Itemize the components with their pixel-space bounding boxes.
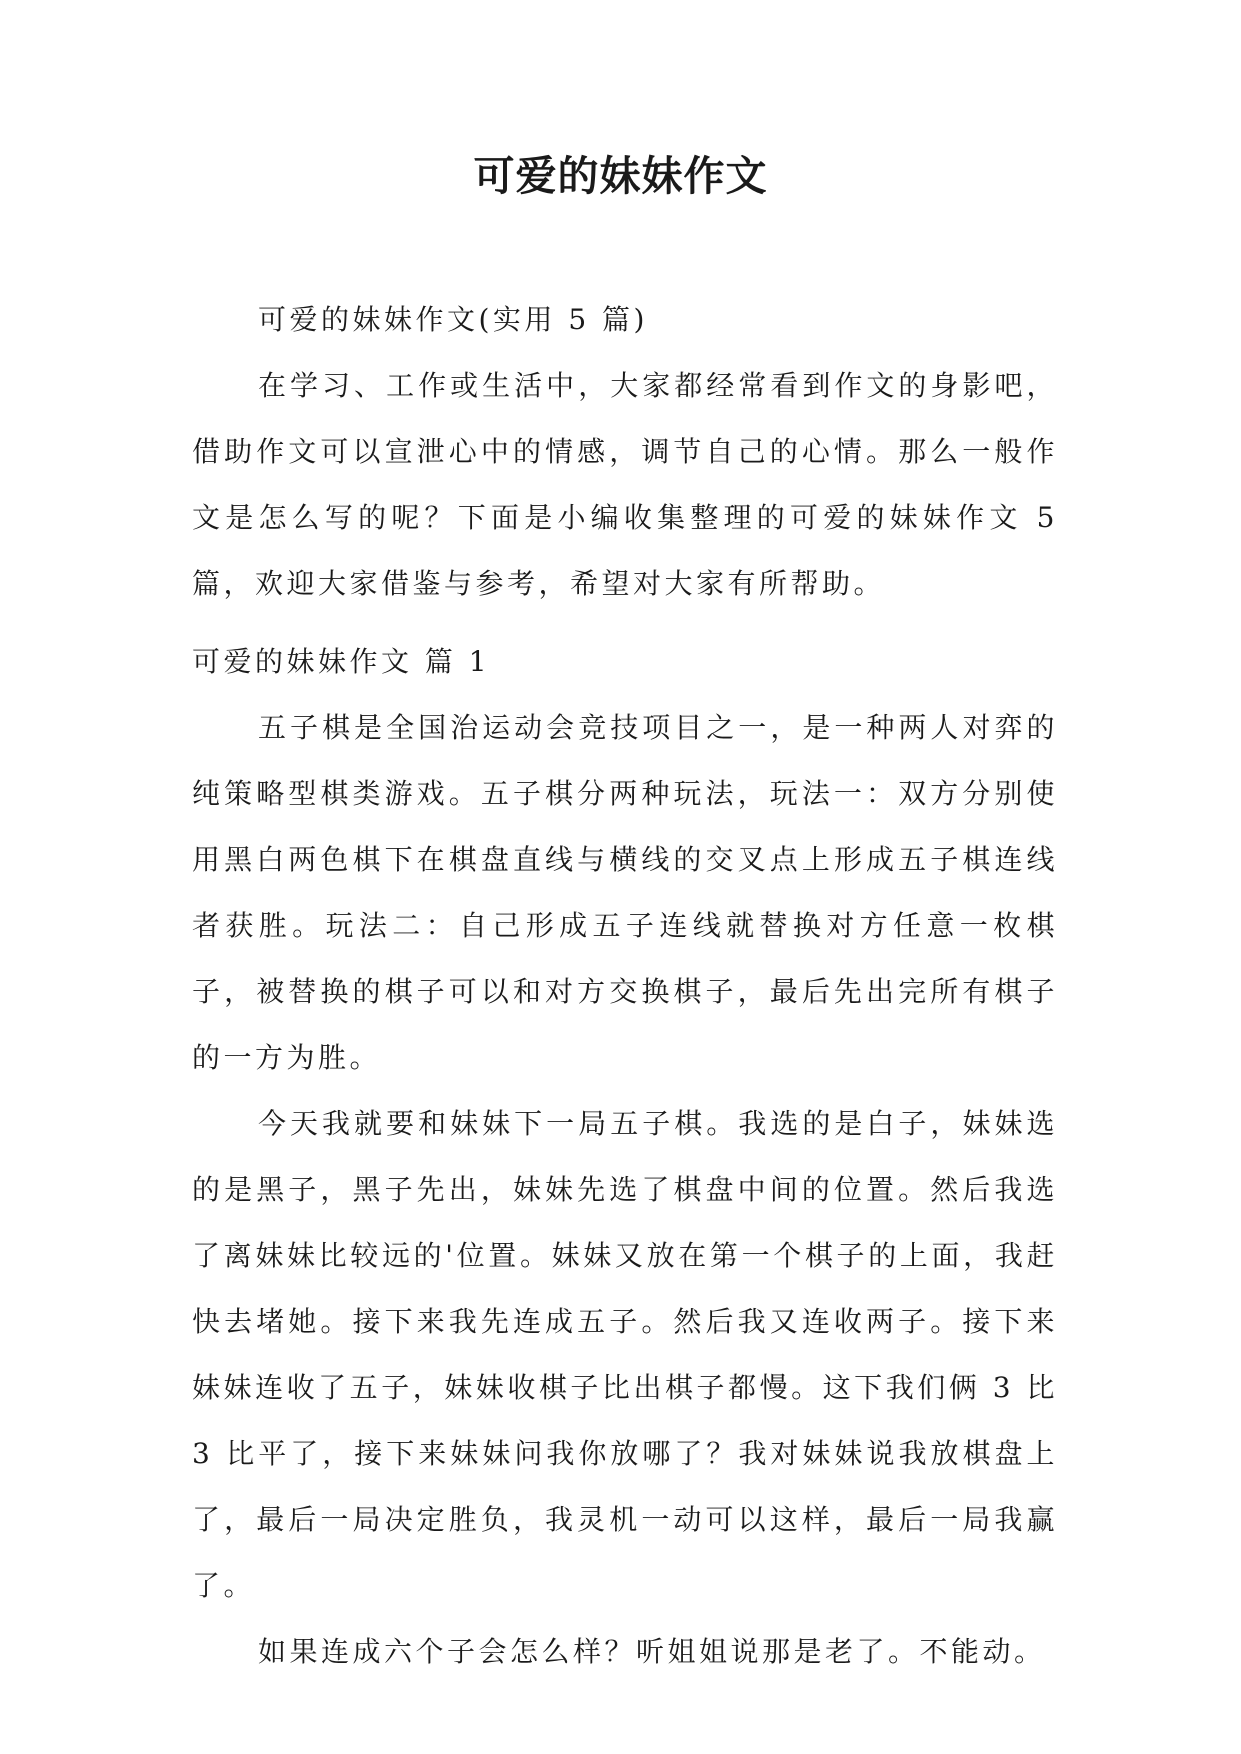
body-paragraph-2: 今天我就要和妹妹下一局五子棋。我选的是白子，妹妹选的是黑子，黑子先出，妹妹先选了棋盘中间的位置。然后我选了离妹妹比较远的'位置。妹妹又放在第一个棋子的上面，我赶快去堵她。接下来我先连成五子。然后我又连收两子。接下来妹妹连收了五子，妹妹收棋子比出棋子都慢。这下我们俩 3 比 3 比平了，接下来妹妹问我你放哪了？我对妹妹说我放棋盘上了，最后一局决定胜负，我灵机一动可以这样，最后一局我赢了。: [192, 1107, 1058, 1602]
intro-block: [192, 353, 1058, 617]
body-paragraph-1: 五子棋是全国治运动会竞技项目之一，是一种两人对弈的纯策略型棋类游戏。五子棋分两种玩法，玩法一：双方分别使用黑白两色棋下在棋盘直线与横线的交叉点上形成五子棋连线者获胜。玩法二：自己形成五子连线就替换对方任意一枚棋子，被替换的棋子可以和对方交换棋子，最后先出完所有棋子的一方为胜。: [192, 711, 1058, 1074]
section-heading-block: [192, 629, 1058, 695]
body-paragraph-3: 如果连成六个子会怎么样？听姐姐说那是老了。不能动。: [258, 1635, 1046, 1668]
document-title: 可爱的妹妹作文: [473, 152, 768, 200]
section-body: [192, 695, 1058, 1685]
document-subtitle: 可爱的妹妹作文(实用 5 篇): [258, 303, 648, 336]
subtitle-block: [192, 287, 1058, 353]
intro-paragraph: 在学习、工作或生活中，大家都经常看到作文的身影吧，借助作文可以宣泄心中的情感，调节自己的心情。那么一般作文是怎么写的呢？下面是小编收集整理的可爱的妹妹作文 5 篇，欢迎大家借鉴与参考，希望对大家有所帮助。: [192, 369, 1058, 600]
section-heading: 可爱的妹妹作文 篇 1: [192, 645, 491, 678]
